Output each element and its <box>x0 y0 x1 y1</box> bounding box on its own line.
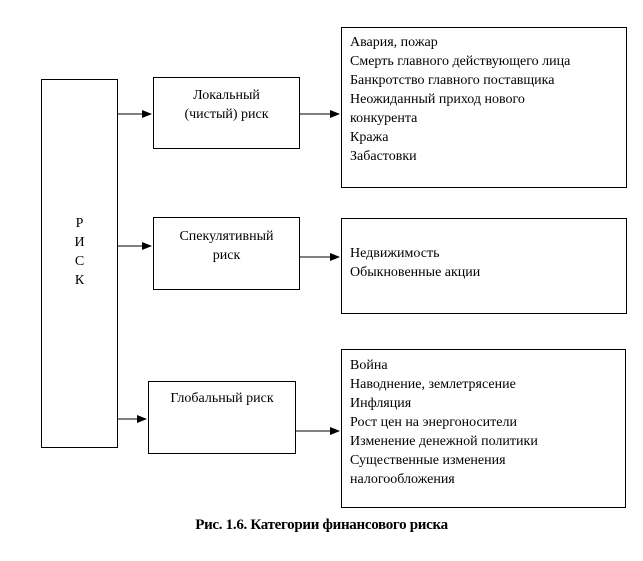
category-label-local-risk: Локальный (чистый) риск <box>184 88 269 122</box>
list-item: Обыкновенные акции <box>350 265 481 280</box>
list-item: налогообложения <box>350 472 455 487</box>
risk-letter: И <box>74 235 85 250</box>
category-label-speculative-risk: Спекулятивный риск <box>179 229 274 263</box>
risk-letter: Р <box>75 216 84 231</box>
risk-letter: С <box>74 254 85 269</box>
list-item: Забастовки <box>350 149 417 164</box>
list-item: Война <box>350 358 388 373</box>
category-label-global-risk: Глобальный риск <box>170 391 274 406</box>
list-item: Авария, пожар <box>350 35 438 50</box>
list-item: Недвижимость <box>350 246 440 261</box>
list-item: Банкротство главного поставщика <box>350 73 555 88</box>
figure-caption: Рис. 1.6. Категории финансового риска <box>195 517 448 533</box>
list-item: Кража <box>350 130 389 145</box>
list-item: Смерть главного действующего лица <box>350 54 571 69</box>
list-item: Существенные изменения <box>350 453 506 468</box>
list-item: Инфляция <box>350 396 412 411</box>
list-item: Изменение денежной политики <box>350 434 538 449</box>
list-item: Наводнение, землетрясение <box>350 377 516 392</box>
risk-letter: К <box>74 273 85 288</box>
list-item: конкурента <box>350 111 418 126</box>
list-item: Неожиданный приход нового <box>350 92 525 107</box>
list-item: Рост цен на энергоносители <box>350 415 517 430</box>
